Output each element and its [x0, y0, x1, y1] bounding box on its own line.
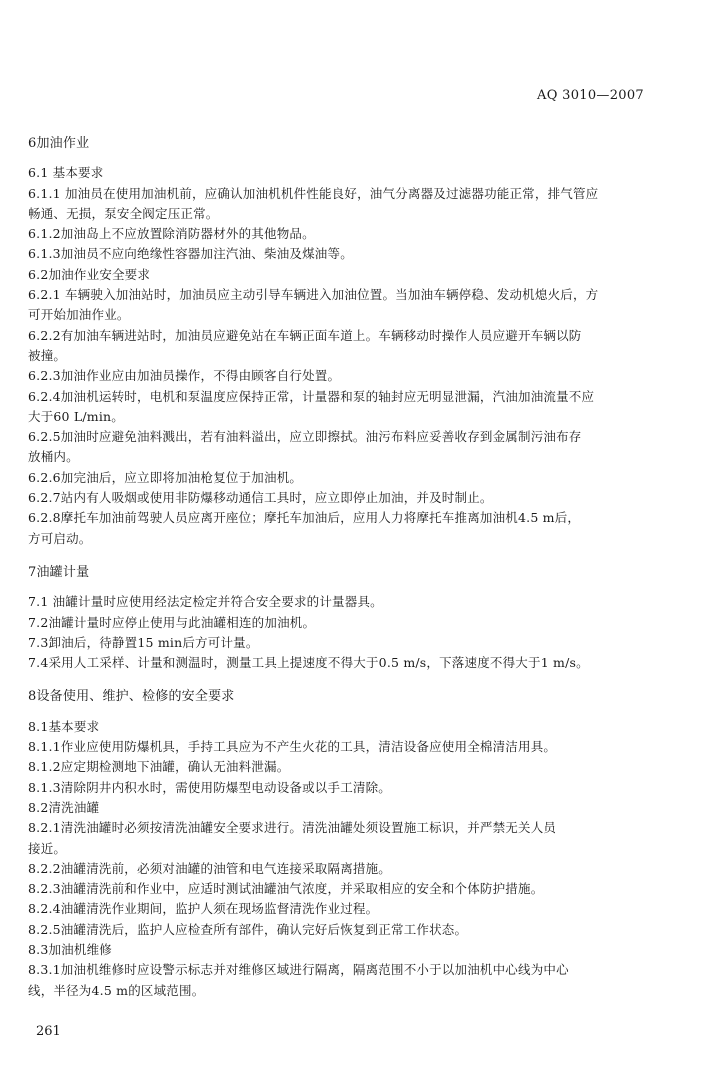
text-line: 8.2.2油罐清洗前，必须对油罐的油管和电气连接采取隔离措施。 — [28, 860, 392, 876]
text-line: 7.1 油罐计量时应使用经法定检定并符合安全要求的计量器具。 — [28, 594, 383, 610]
document-body — [28, 134, 658, 1001]
text-line: 7.3卸油后，待静置15 min后方可计量。 — [28, 634, 259, 650]
section-7-heading: 7油罐计量 — [28, 564, 90, 580]
section-8 — [28, 687, 658, 1000]
text-line: 8.1.3清除阴井内积水时，需使用防爆型电动设备或以手工清除。 — [28, 779, 392, 795]
doc-code: AQ 3010—2007 — [537, 88, 644, 103]
text-line: 8.2.4油罐清洗作业期间，监护人须在现场监督清洗作业过程。 — [28, 901, 379, 917]
text-line: 6.2.3加油作业应由加油员操作，不得由顾客自行处置。 — [28, 368, 341, 384]
text-line: 放桶内。 — [28, 449, 79, 465]
text-line: 接近。 — [28, 840, 67, 856]
text-line: 6.2.1 车辆驶入加油站时，加油员应主动引导车辆进入加油位置。当加油车辆停稳、发动机熄火后，方 — [28, 287, 599, 303]
text-line: 6.2.8摩托车加油前驾驶人员应离开座位；摩托车加油后，应用人力将摩托车推离加油机4.5 m后， — [28, 510, 581, 526]
text-line: 方可启动。 — [28, 530, 92, 546]
text-line: 6.2.5加油时应避免油料溅出，若有油料溢出，应立即擦拭。油污布料应妥善收存到金属制污油布存 — [28, 429, 582, 445]
text-line: 6.2.7站内有人吸烟或使用非防爆移动通信工具时，应立即停止加油，并及时制止。 — [28, 490, 493, 506]
text-line: 畅通、无损，泵安全阀定压正常。 — [28, 205, 219, 221]
text-line: 8.1基本要求 — [28, 718, 100, 734]
text-line: 8.2.5油罐清洗后，监护人应检查所有部件，确认完好后恢复到正常工作状态。 — [28, 921, 468, 937]
text-line: 6.2.2有加油车辆进站时，加油员应避免站在车辆正面车道上。车辆移动时操作人员应避开车辆以防 — [28, 327, 582, 343]
section-8-text — [28, 717, 658, 1001]
text-line: 7.2油罐计量时应停止使用与此油罐相连的加油机。 — [28, 614, 316, 630]
text-line: 可开始加油作业。 — [28, 307, 130, 323]
text-line: 线，半径为4.5 m的区域范围。 — [28, 982, 205, 998]
text-line: 6.1.1 加油员在使用加油机前，应确认加油机机件性能良好，油气分离器及过滤器功能正常，排气管应 — [28, 185, 599, 201]
section-8-heading: 8设备使用、维护、检修的安全要求 — [28, 689, 235, 705]
text-line: 6.2.6加完油后，应立即将加油枪复位于加油机。 — [28, 469, 303, 485]
text-line: 6.2.4加油机运转时，电机和泵温度应保持正常，计量器和泵的轴封应无明显泄漏，汽油加油流量不应 — [28, 388, 595, 404]
text-line: 7.4采用人工采样、计量和测温时，测量工具上提速度不得大于0.5 m/s，下落速度不得大于1 m/s。 — [28, 655, 589, 671]
section-7 — [28, 563, 658, 673]
section-7-text — [28, 592, 658, 673]
text-line: 6.2加油作业安全要求 — [28, 266, 151, 282]
section-6 — [28, 134, 658, 549]
text-line: 8.2.3油罐清洗前和作业中，应适时测试油罐油气浓度，并采取相应的安全和个体防护措施。 — [28, 881, 544, 897]
section-6-heading: 6加油作业 — [28, 136, 90, 151]
text-line: 6.1.3加油员不应向绝缘性容器加注汽油、柴油及煤油等。 — [28, 246, 353, 262]
text-line: 8.2清洗油罐 — [28, 799, 100, 815]
text-line: 8.2.1清洗油罐时必须按清洗油罐安全要求进行。清洗油罐处须设置施工标识，并严禁无关人员 — [28, 820, 557, 836]
text-line: 大于60 L/min。 — [28, 408, 124, 424]
text-line: 8.3加油机维修 — [28, 941, 112, 957]
text-line: 6.1 基本要求 — [28, 165, 104, 181]
text-line: 8.3.1加油机维修时应设警示标志并对维修区域进行隔离，隔离范围不小于以加油机中心线为中心 — [28, 962, 569, 978]
text-line: 8.1.2应定期检测地下油罐，确认无油料泄漏。 — [28, 759, 290, 775]
text-line: 6.1.2加油岛上不应放置除消防器材外的其他物品。 — [28, 226, 315, 242]
text-line: 被撞。 — [28, 347, 67, 363]
page-number: 261 — [36, 1024, 61, 1039]
section-6-text — [28, 163, 658, 549]
text-line: 8.1.1作业应使用防爆机具，手持工具应为不产生火花的工具，清洁设备应使用全棉清洁用具。 — [28, 739, 557, 755]
